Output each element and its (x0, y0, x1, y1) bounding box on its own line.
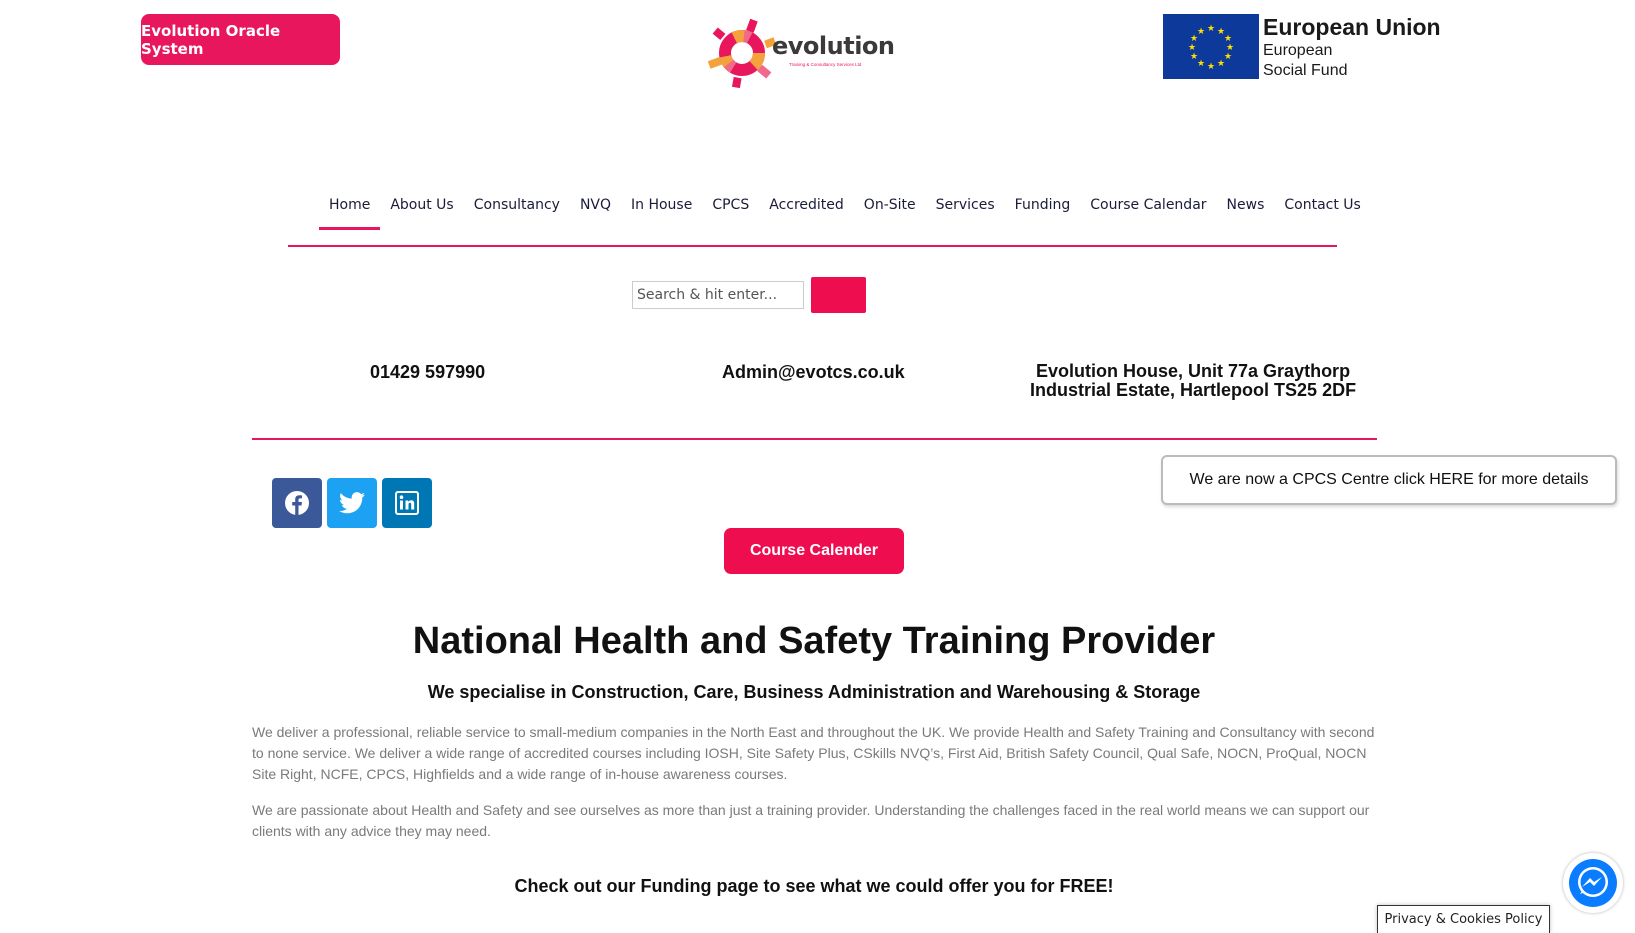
evolution-oracle-system-button[interactable]: Evolution Oracle System (141, 14, 340, 65)
svg-text:★: ★ (1196, 27, 1206, 37)
nav-funding[interactable]: Funding (1014, 197, 1071, 213)
privacy-cookies-link[interactable]: Privacy & Cookies Policy (1377, 905, 1550, 933)
passion-paragraph: We are passionate about Health and Safety and see ourselves as more than just a training provider. Understanding the challenges faced in the real world means we can support our clients with any advice they may need. (252, 802, 1370, 839)
nav-consultancy[interactable]: Consultancy (473, 197, 560, 213)
logo-sunburst-icon (707, 16, 777, 90)
facebook-button[interactable] (272, 478, 322, 528)
twitter-icon (339, 492, 365, 514)
eu-flag-icon (1163, 14, 1259, 79)
nav-divider (288, 245, 1337, 247)
svg-text:★: ★ (1206, 24, 1216, 34)
contact-phone[interactable]: 01429 597990 (370, 362, 486, 382)
svg-text:★: ★ (1225, 43, 1235, 53)
page-subtitle: We specialise in Construction, Care, Business Administration and Warehousing & Storage (427, 682, 1201, 702)
search-button[interactable] (811, 277, 866, 313)
messenger-chat-button[interactable] (1563, 853, 1623, 913)
svg-text:★: ★ (1187, 43, 1197, 53)
evolution-logo[interactable] (707, 16, 895, 90)
nav-contact-us[interactable]: Contact Us (1284, 197, 1361, 213)
svg-text:★: ★ (1223, 52, 1233, 62)
page-title: National Health and Safety Training Provider (412, 620, 1216, 662)
eu-line-1: European (1263, 42, 1333, 59)
facebook-icon (284, 490, 310, 516)
contact-email[interactable]: Admin@evotcs.co.uk (722, 362, 905, 382)
course-calendar-button[interactable]: Course Calender (724, 528, 904, 574)
nav-services[interactable]: Services (935, 197, 995, 213)
messenger-icon (1568, 858, 1618, 908)
svg-text:★: ★ (1216, 27, 1226, 37)
contact-divider (252, 438, 1377, 440)
cpcs-centre-button[interactable]: We are now a CPCS Centre click HERE for more details (1161, 455, 1617, 505)
funding-callout: Check out our Funding page to see what we could offer you for FREE! (514, 876, 1114, 896)
svg-text:★: ★ (1189, 52, 1199, 62)
nav-accredited[interactable]: Accredited (769, 197, 844, 213)
svg-text:★: ★ (1189, 34, 1199, 44)
linkedin-icon (395, 491, 419, 515)
svg-text:★: ★ (1223, 34, 1233, 44)
nav-on-site[interactable]: On-Site (863, 197, 916, 213)
nav-about-us[interactable]: About Us (390, 197, 454, 213)
logo-wordmark: evolution (772, 32, 895, 60)
address-line-1: Evolution House, Unit 77a Graythorp (1036, 361, 1351, 381)
svg-text:★: ★ (1216, 59, 1226, 69)
nav-course-calendar[interactable]: Course Calendar (1090, 197, 1207, 213)
svg-text:★: ★ (1196, 59, 1206, 69)
svg-text:★: ★ (1206, 62, 1216, 72)
address-line-2: Industrial Estate, Hartlepool TS25 2DF (1030, 380, 1357, 400)
eu-line-2: Social Fund (1263, 62, 1348, 79)
twitter-button[interactable] (327, 478, 377, 528)
linkedin-button[interactable] (382, 478, 432, 528)
nav-nvq[interactable]: NVQ (579, 197, 612, 213)
eu-title: European Union (1263, 14, 1441, 40)
logo-tagline: Training & Consultancy Services Ltd (789, 62, 862, 67)
nav-cpcs[interactable]: CPCS (712, 197, 750, 213)
nav-home[interactable]: Home (319, 186, 380, 226)
nav-news[interactable]: News (1226, 197, 1265, 213)
intro-paragraph: We deliver a professional, reliable service to small-medium companies in the North East and throughout the UK. We provide Health and Safety Training and Consultancy with second to none service. We deliver a wide range of accredited courses including IOSH, Site Safety Plus, CSkills NVQ’s, First Aid, British Safety Council, Qual Safe, NOCN, ProQual, NOCN Site Right, NCFE, CPCS, Highfields and a wide range of in-house awareness courses. (252, 724, 1375, 782)
contact-address (1030, 362, 1356, 400)
nav-in-house[interactable]: In House (631, 197, 693, 213)
eu-social-fund-badge (1163, 14, 1441, 80)
search-input[interactable] (632, 281, 804, 309)
main-nav (319, 186, 1371, 246)
